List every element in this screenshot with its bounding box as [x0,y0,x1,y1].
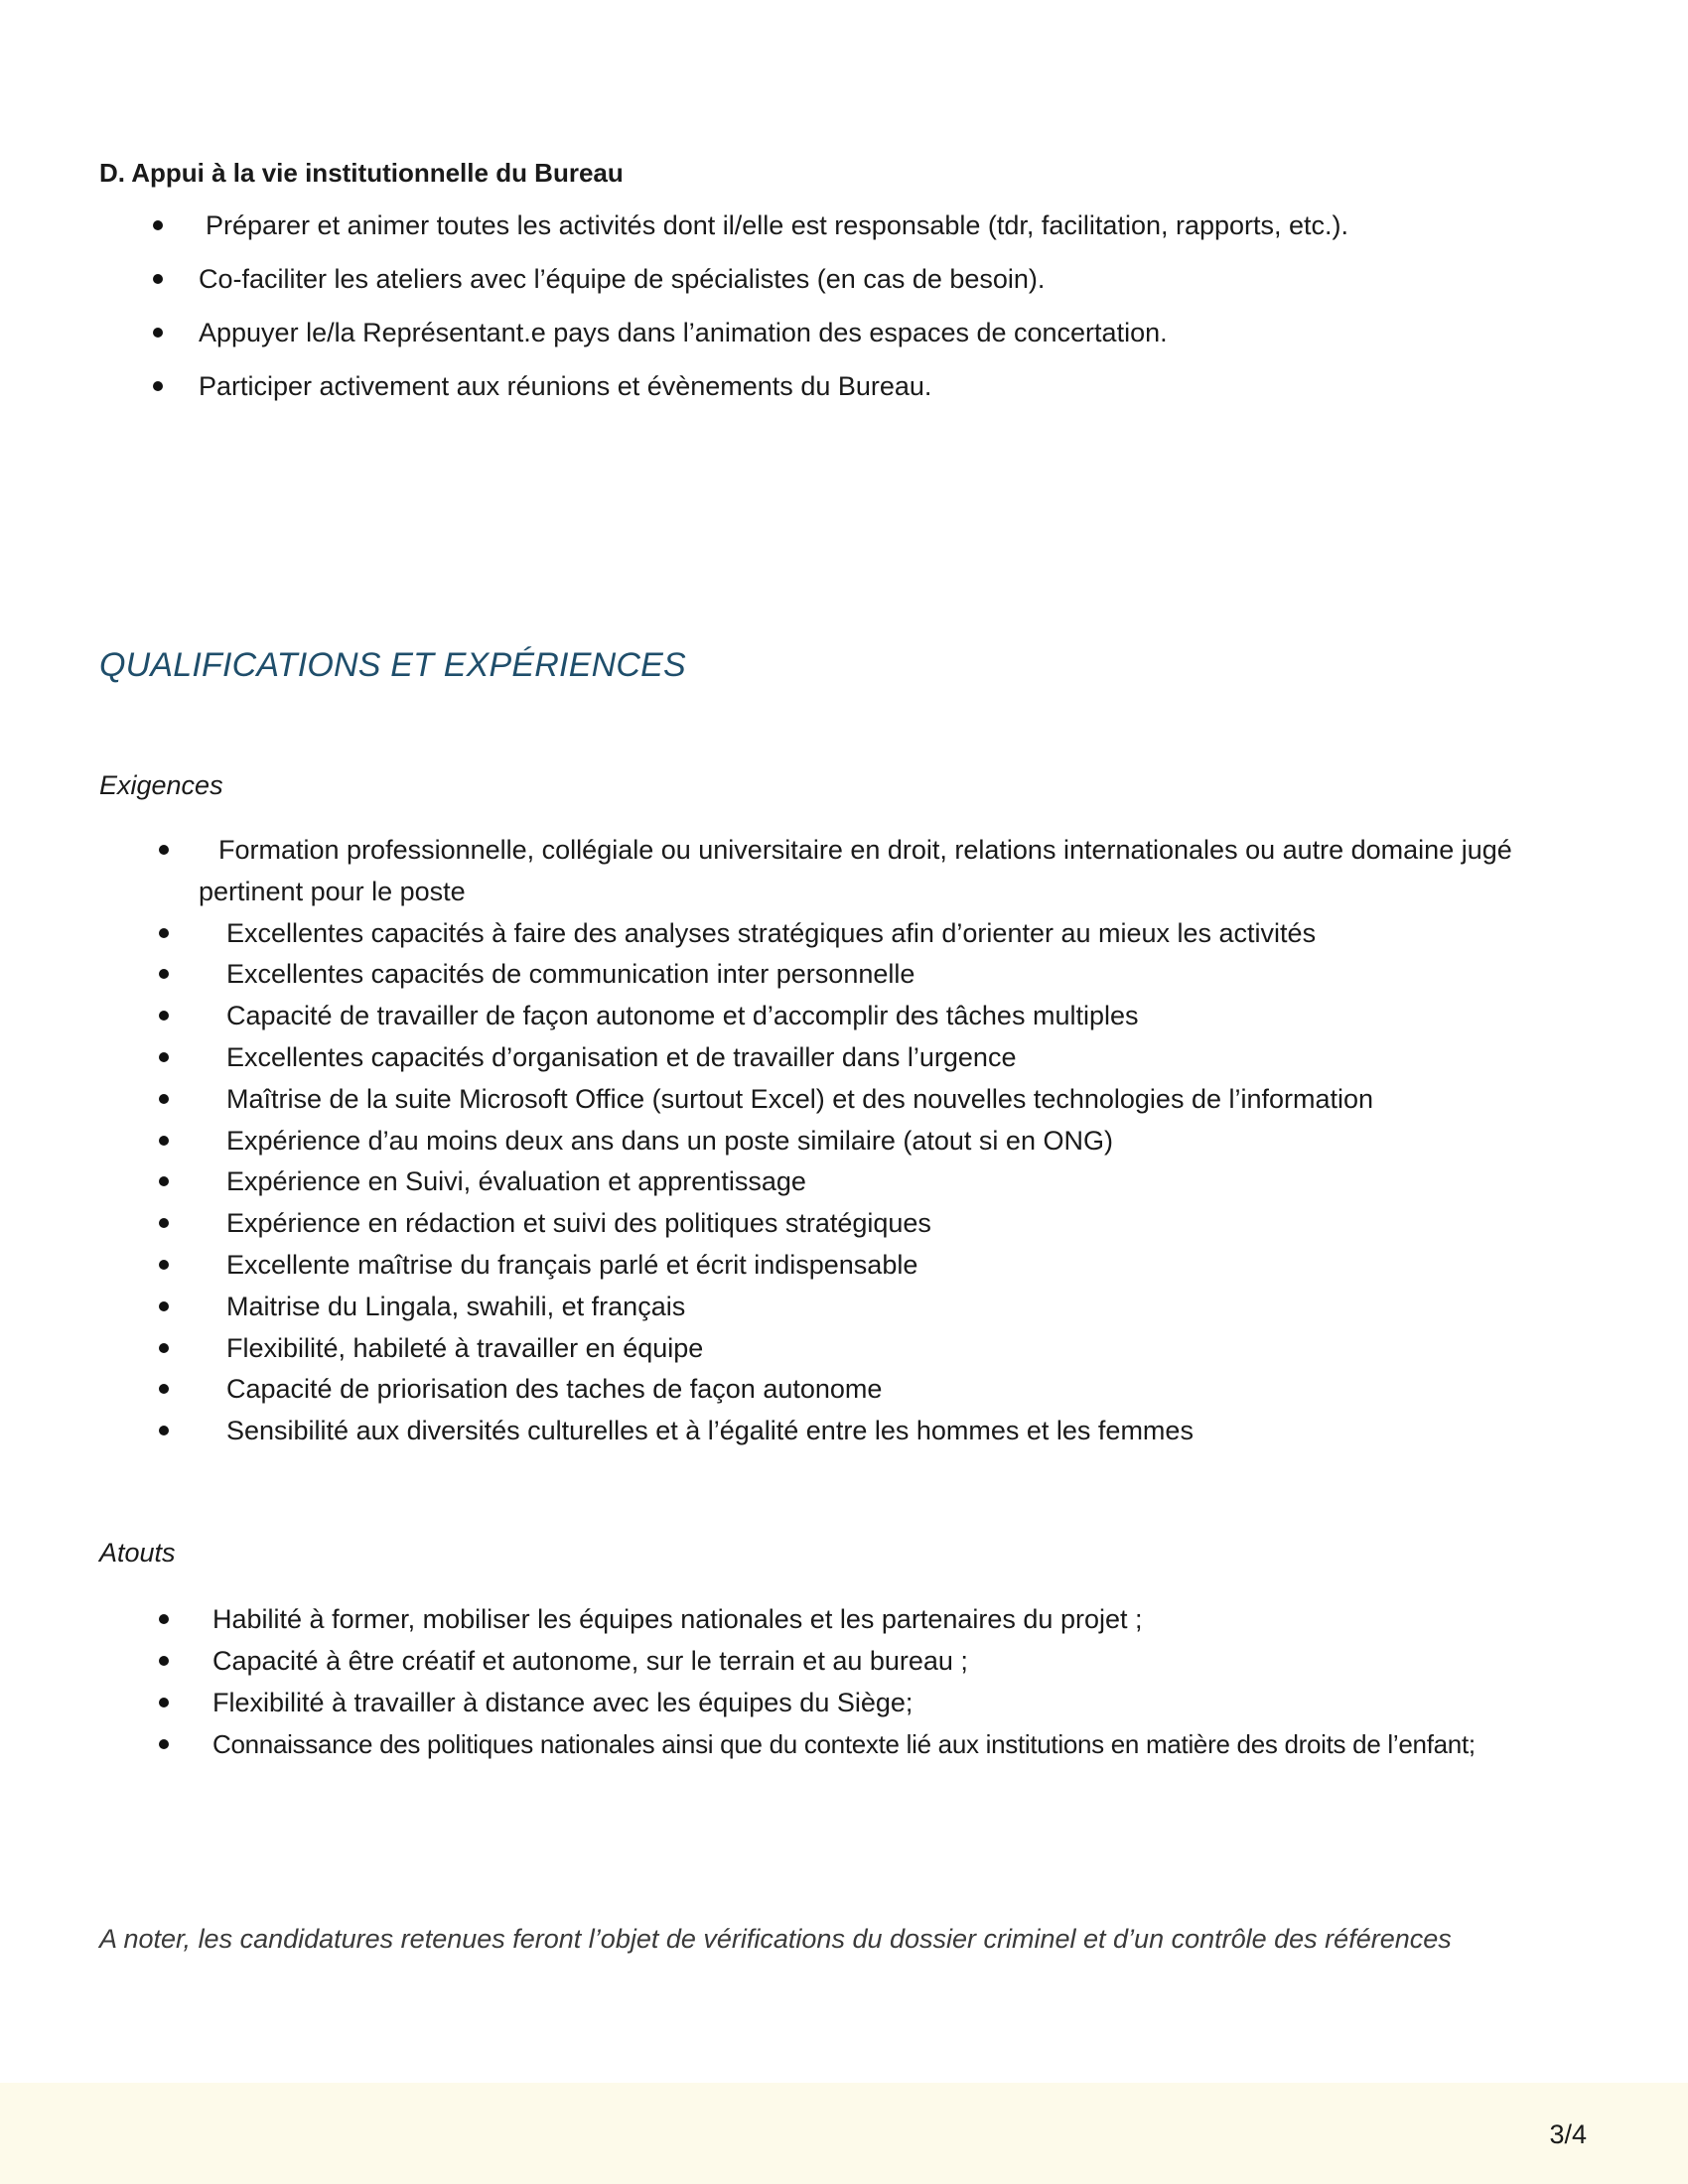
list-item: Maitrise du Lingala, swahili, et français [0,1287,1688,1328]
list-item: Sensibilité aux diversités culturelles et à l’égalité entre les hommes et les femmes [0,1411,1688,1452]
bullet-icon [159,1426,169,1435]
verification-note: A noter, les candidatures retenues feront l’objet de vérifications du dossier criminel et d’un contrôle des références [99,1924,1452,1954]
list-item: Maîtrise de la suite Microsoft Office (surtout Excel) et des nouvelles technologies de l’information [0,1079,1688,1121]
exigences-list [0,830,1688,1452]
bullet-icon [159,1052,169,1062]
list-item: Appuyer le/la Représentant.e pays dans l’animation des espaces de concertation. [0,313,1688,366]
list-item: Connaissance des politiques nationales ainsi que du contexte lié aux institutions en matière des droits de l’enfant; [0,1723,1688,1765]
bullet-icon [159,1136,169,1146]
list-item: Excellentes capacités de communication inter personnelle [0,954,1688,996]
bullet-icon [159,1011,169,1021]
bullet-icon [153,220,163,230]
qualifications-heading: QUALIFICATIONS ET EXPÉRIENCES [99,646,686,684]
bullet-icon [159,1384,169,1394]
page-number: 3/4 [1549,2119,1587,2149]
bullet-icon [159,1176,169,1186]
list-item: Expérience en rédaction et suivi des politiques stratégiques [0,1203,1688,1245]
list-item: Excellentes capacités à faire des analyses stratégiques afin d’orienter au mieux les activités [0,913,1688,955]
list-item: Flexibilité, habileté à travailler en équipe [0,1328,1688,1370]
bullet-icon [159,1656,169,1666]
list-item: Préparer et animer toutes les activités dont il/elle est responsable (tdr, facilitation, rapports, etc.). [0,205,1688,259]
list-item: Co-faciliter les ateliers avec l’équipe de spécialistes (en cas de besoin). [0,259,1688,313]
bullet-icon [159,969,169,979]
list-item: Capacité à être créatif et autonome, sur le terrain et au bureau ; [0,1640,1688,1682]
bullet-icon [159,845,169,855]
bullet-icon [159,1614,169,1624]
bullet-icon [159,1343,169,1353]
bullet-icon [159,1260,169,1270]
section-d-title: D. Appui à la vie institutionnelle du Bureau [99,158,624,188]
atouts-label: Atouts [99,1538,176,1568]
bullet-icon [159,1218,169,1228]
list-item: Expérience d’au moins deux ans dans un poste similaire (atout si en ONG) [0,1121,1688,1162]
list-item: Capacité de travailler de façon autonome et d’accomplir des tâches multiples [0,996,1688,1037]
bullet-icon [159,928,169,938]
section-d-list [0,205,1688,420]
footer-band [0,2083,1688,2184]
list-item: Formation professionnelle, collégiale ou universitaire en droit, relations internationales ou autre domaine jugé pertinent pour le poste [0,830,1688,913]
list-item: Expérience en Suivi, évaluation et apprentissage [0,1161,1688,1203]
list-item: Habilité à former, mobiliser les équipes nationales et les partenaires du projet ; [0,1598,1688,1640]
list-item: Capacité de priorisation des taches de façon autonome [0,1369,1688,1411]
list-item: Participer activement aux réunions et évènements du Bureau. [0,366,1688,420]
bullet-icon [153,274,163,284]
bullet-icon [159,1301,169,1311]
list-item: Flexibilité à travailler à distance avec les équipes du Siège; [0,1682,1688,1723]
bullet-icon [159,1698,169,1707]
list-item: Excellente maîtrise du français parlé et écrit indispensable [0,1245,1688,1287]
bullet-icon [153,381,163,391]
bullet-icon [159,1739,169,1749]
atouts-list [0,1598,1688,1765]
bullet-icon [153,328,163,338]
exigences-label: Exigences [99,770,223,800]
bullet-icon [159,1094,169,1104]
list-item: Excellentes capacités d’organisation et de travailler dans l’urgence [0,1037,1688,1079]
